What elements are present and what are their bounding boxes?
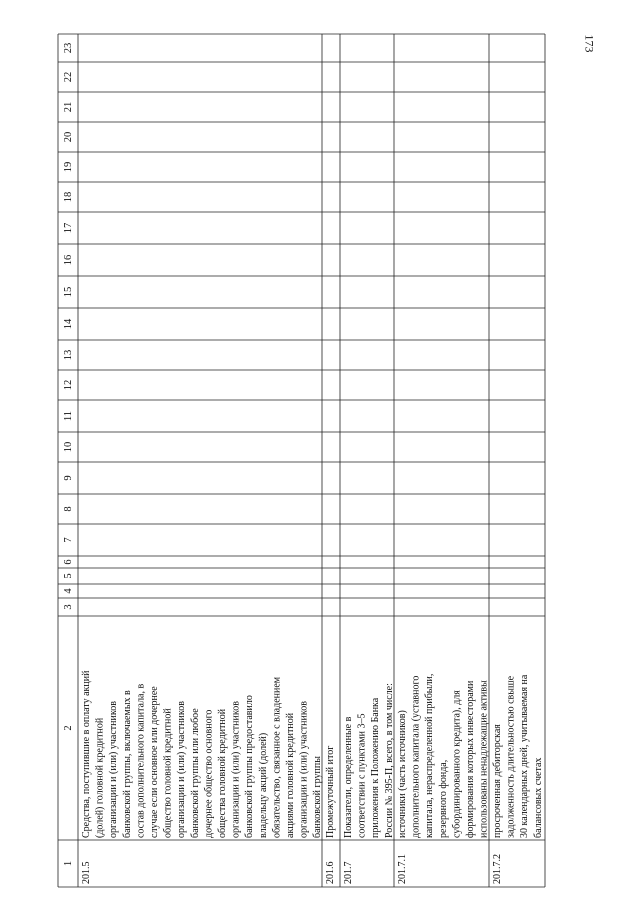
column-header: 18: [63, 191, 74, 203]
column-header: 13: [63, 349, 74, 361]
column-header: 12: [63, 379, 74, 391]
row-description-line: состав дополнительного капитала, в: [135, 683, 147, 838]
row-description-line: субординированного кредита), для: [451, 690, 463, 838]
row-description-line: резервного фонда,: [437, 759, 449, 838]
column-header: 1: [63, 860, 74, 867]
row-description-line: организации и (или) участников: [298, 701, 310, 838]
row-code: 201.7.2: [492, 854, 503, 884]
row-code: 201.6: [325, 861, 336, 884]
row-code: 201.7.1: [397, 854, 408, 884]
column-header: 21: [63, 101, 74, 113]
column-header: 3: [63, 604, 74, 610]
row-description-line: организации и (или) участников: [108, 701, 120, 838]
page-number: 173: [582, 34, 597, 53]
row-description-line: Промежуточный итог: [325, 745, 336, 838]
column-header: 2: [63, 725, 74, 731]
column-header: 9: [63, 475, 74, 481]
row-description-line: банковской группы предоставило: [244, 695, 256, 838]
row-description-line: балансовых счетах: [532, 757, 544, 838]
column-header: 16: [63, 254, 74, 266]
column-header: 5: [63, 573, 74, 579]
row-description-line: банковской группы, включаемых в: [121, 690, 133, 838]
row-description-line: соответствии с пунктами 3–5: [356, 713, 368, 838]
column-header: 15: [63, 286, 74, 298]
row-description-line: Показатели, определенные в: [343, 716, 354, 838]
row-description-line: организации и (или) участников: [176, 701, 188, 838]
column-header: 4: [63, 588, 74, 594]
row-description-line: России № 395-П, всего, в том числе:: [383, 683, 395, 838]
row-code: 201.5: [81, 861, 92, 884]
row-description-line: просроченная дебиторская: [492, 724, 503, 838]
column-header: 20: [63, 131, 74, 143]
column-header: 6: [63, 559, 74, 565]
column-header: 22: [63, 71, 74, 83]
row-description-line: формирования которых инвесторами: [465, 680, 476, 838]
column-header: 23: [63, 42, 74, 54]
row-description-line: Средства, поступившие в оплату акций: [81, 670, 92, 838]
row-description-line: (долей) головной кредитной: [94, 717, 106, 838]
row-description-line: 30 календарных дней, учитываемая на: [519, 674, 531, 838]
row-description-line: дополнительного капитала (уставного: [410, 675, 422, 838]
row-description-line: задолженность длительностью свыше: [505, 675, 517, 838]
row-description-line: общество головной кредитной: [162, 708, 174, 838]
row-description-line: капитала, нераспределенной прибыли,: [424, 673, 436, 838]
row-code: 201.7: [343, 861, 354, 884]
row-description-line: владельцу акций (долей): [257, 732, 269, 838]
row-description-line: источники (часть источников): [397, 710, 408, 838]
table-content: [63, 43, 544, 884]
row-description-line: акциями головной кредитной: [285, 712, 296, 838]
column-header: 11: [63, 410, 74, 422]
row-description-line: общества головной кредитной: [217, 708, 228, 838]
row-description-line: банковской группы или любое: [189, 708, 201, 838]
column-header: 19: [63, 161, 74, 173]
column-header: 8: [63, 506, 74, 512]
column-header: 7: [63, 537, 74, 543]
row-description-line: дочернее общество основного: [203, 709, 215, 838]
row-description-line: обязательство, связанное с владением: [271, 676, 283, 838]
row-description-line: банковской группы: [312, 756, 324, 838]
column-header: 14: [63, 318, 74, 330]
row-description-line: организации и (или) участников: [230, 701, 242, 838]
column-header: 17: [63, 222, 74, 234]
row-description-line: случае если основное или дочернее: [149, 686, 160, 838]
column-header: 10: [63, 441, 74, 453]
row-description-line: использованы ненадлежащие активы: [478, 680, 490, 838]
row-description-line: приложения к Положению Банка: [370, 697, 382, 838]
